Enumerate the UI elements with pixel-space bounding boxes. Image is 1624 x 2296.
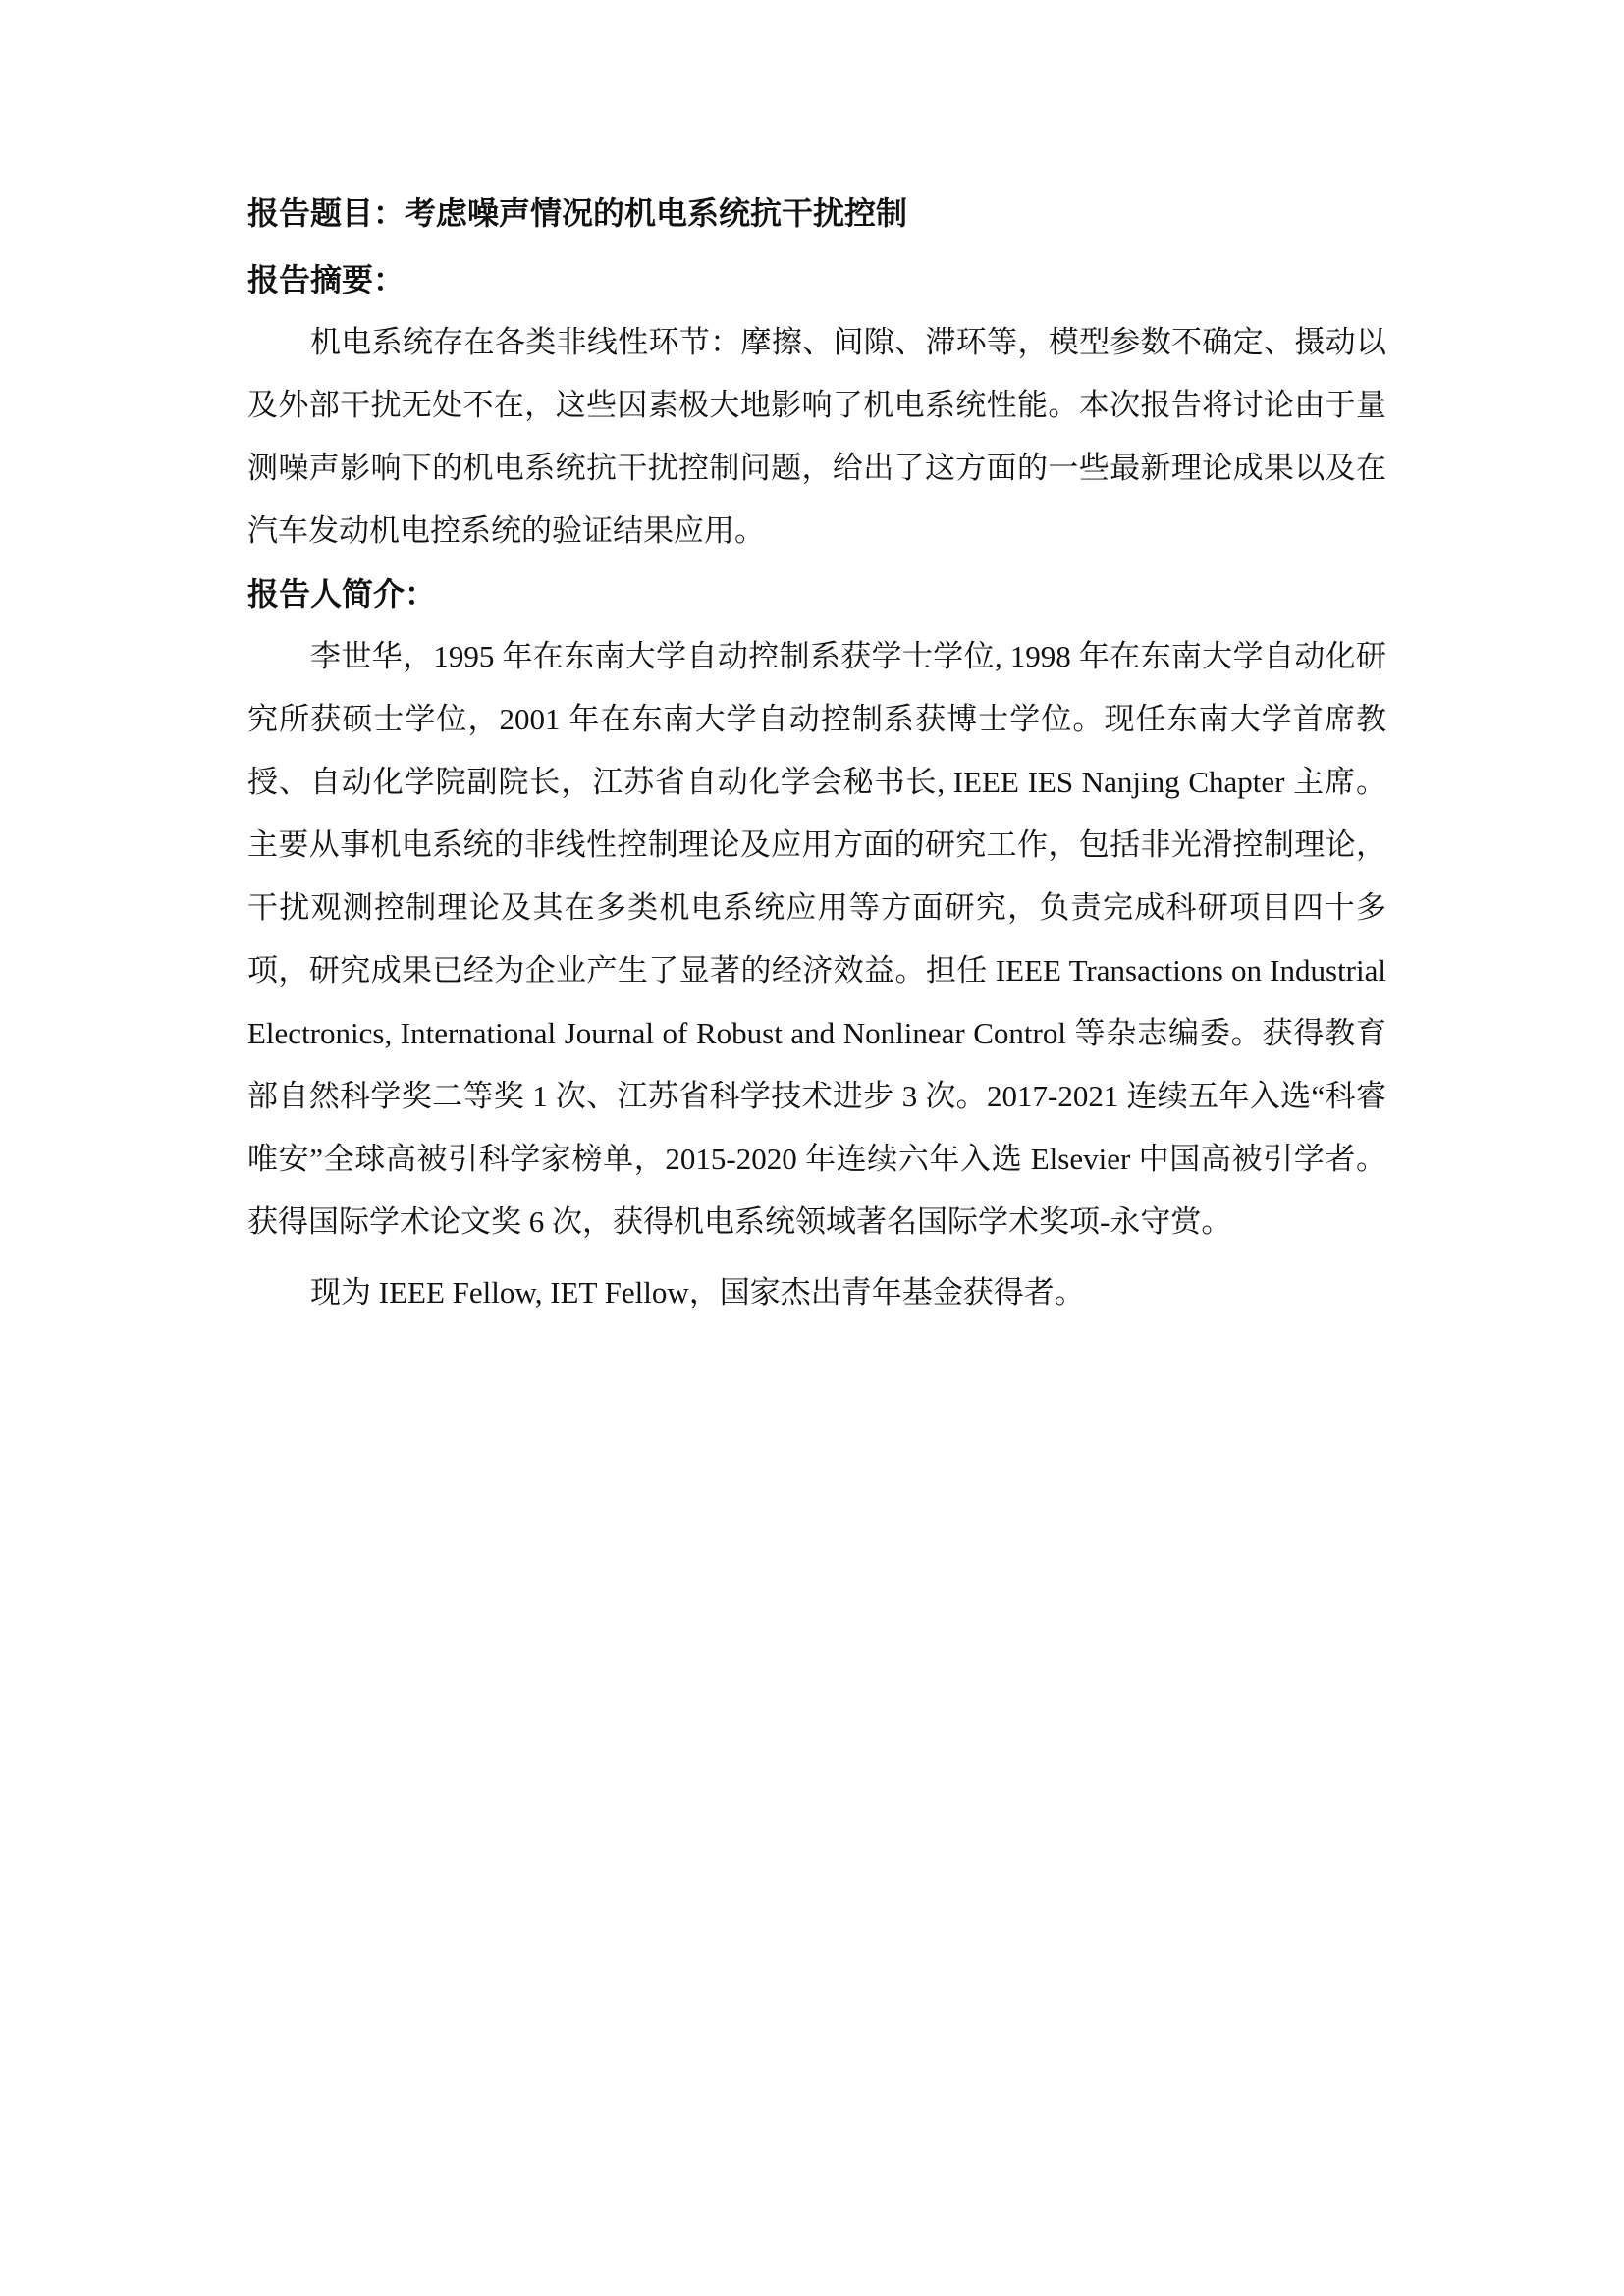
honors-paragraph: 现为 IEEE Fellow, IET Fellow，国家杰出青年基金获得者。 <box>310 1275 1085 1309</box>
abstract-heading: 报告摘要： <box>247 262 406 297</box>
bio-heading: 报告人简介： <box>247 576 437 612</box>
abstract-paragraph: 机电系统存在各类非线性环节：摩擦、间隙、滞环等，模型参数不确定、摄动以及外部干扰无处不在，这些因素极大地影响了机电系统性能。本次报告将讨论由于量测噪声影响下的机电系统抗干扰控制问题，给出了这方面的一些最新理论成果以及在汽车发动机电控系统的验证结果应用。 <box>247 325 1386 548</box>
document-body <box>247 189 1386 1324</box>
report-title: 报告题目：考虑噪声情况的机电系统抗干扰控制 <box>247 195 908 231</box>
bio-paragraph: 李世华，1995 年在东南大学自动控制系获学士学位, 1998 年在东南大学自动化研究所获硕士学位，2001 年在东南大学自动控制系获博士学位。现任东南大学首席教授、自动化学院副院长，江苏省自动化学会秘书长, IEEE IES Nanjing Chapter 主席。主要从事机电系统的非线性控制理论及应用方面的研究工作，包括非光滑控制理论，干扰观测控制理论及其在多类机电系统应用等方面研究，负责完成科研项目四十多项，研究成果已经为企业产生了显著的经济效益。担任 IEEE Transactions on Industrial Electronics, International Journal of Robust and Nonlinear Control 等杂志编委。获得教育部自然科学奖二等奖 1 次、江苏省科学技术进步 3 次。2017-2021 连续五年入选“科睿唯安”全球高被引科学家榜单，2015-2020 年连续六年入选 Elsevier 中国高被引学者。获得国际学术论文奖 6 次，获得机电系统领域著名国际学术奖项-永守赏。 <box>247 639 1386 1239</box>
